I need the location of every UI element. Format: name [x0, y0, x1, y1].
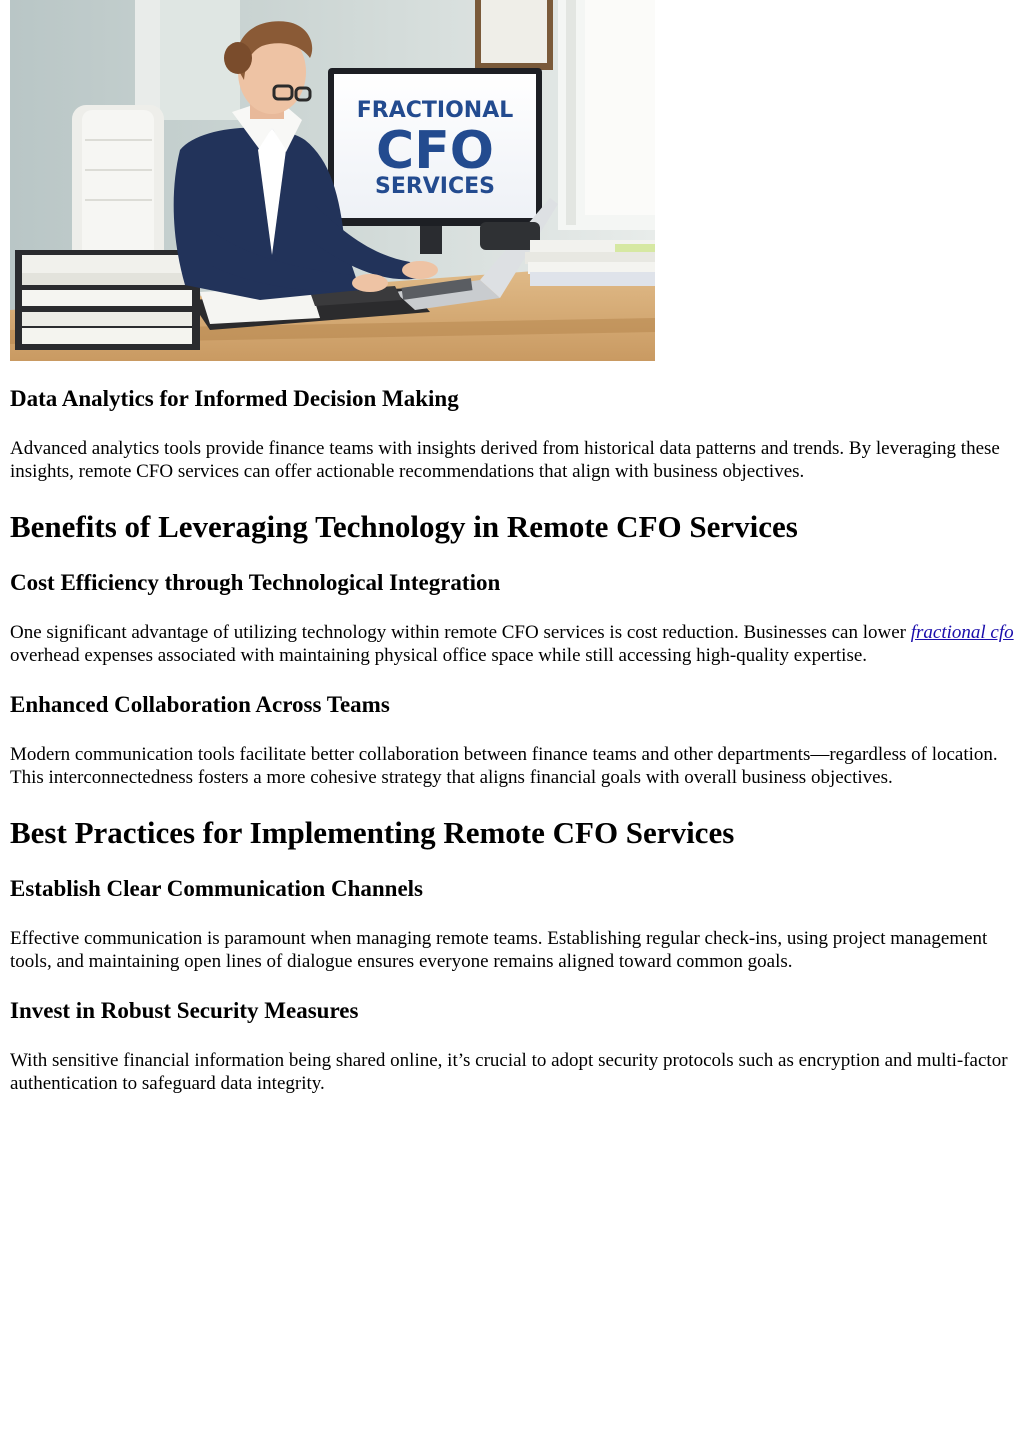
monitor-line3: SERVICES: [374, 174, 496, 199]
heading-data-analytics: Data Analytics for Informed Decision Making: [10, 386, 459, 411]
paragraph-cost-efficiency: [10, 621, 1014, 667]
monitor-line2: CFO: [376, 121, 494, 181]
hero-image: [10, 0, 655, 361]
cost-efficiency-text-after: overhead expenses associated with maintaining physical office space while still accessing high-quality expertise.: [10, 645, 868, 666]
heading-best-practices: Best Practices for Implementing Remote CFO Services: [10, 815, 735, 850]
paragraph-communication: Effective communication is paramount when managing remote teams. Establishing regular check-ins, using project management tools, and maintaining open lines of dialogue ensures everyone remains aligned toward common goals.: [10, 928, 988, 972]
monitor-line1: FRACTIONAL: [356, 98, 514, 123]
heading-communication: Establish Clear Communication Channels: [10, 876, 424, 901]
heading-benefits: Benefits of Leveraging Technology in Remote CFO Services: [10, 509, 798, 544]
article: [10, 0, 1014, 1095]
heading-cost-efficiency: Cost Efficiency through Technological Integration: [10, 570, 501, 595]
heading-collaboration: Enhanced Collaboration Across Teams: [10, 692, 390, 717]
cost-efficiency-text-before: One significant advantage of utilizing technology within remote CFO services is cost reduction. Businesses can lower: [10, 622, 911, 643]
paragraph-data-analytics: Advanced analytics tools provide finance teams with insights derived from historical data patterns and trends. By leveraging these insights, remote CFO services can offer actionable recommendations that align with business objectives.: [10, 438, 1000, 482]
paragraph-security: With sensitive financial information being shared online, it’s crucial to adopt security protocols such as encryption and multi-factor authentication to safeguard data integrity.: [10, 1050, 1008, 1094]
fractional-cfo-link[interactable]: fractional cfo: [910, 622, 1014, 643]
paragraph-collaboration: Modern communication tools facilitate better collaboration between finance teams and other departments—regardless of location. This interconnectedness fosters a more cohesive strategy that aligns financial goals with overall business objectives.: [10, 744, 998, 788]
heading-security: Invest in Robust Security Measures: [10, 998, 359, 1023]
office-illustration: [10, 0, 655, 361]
